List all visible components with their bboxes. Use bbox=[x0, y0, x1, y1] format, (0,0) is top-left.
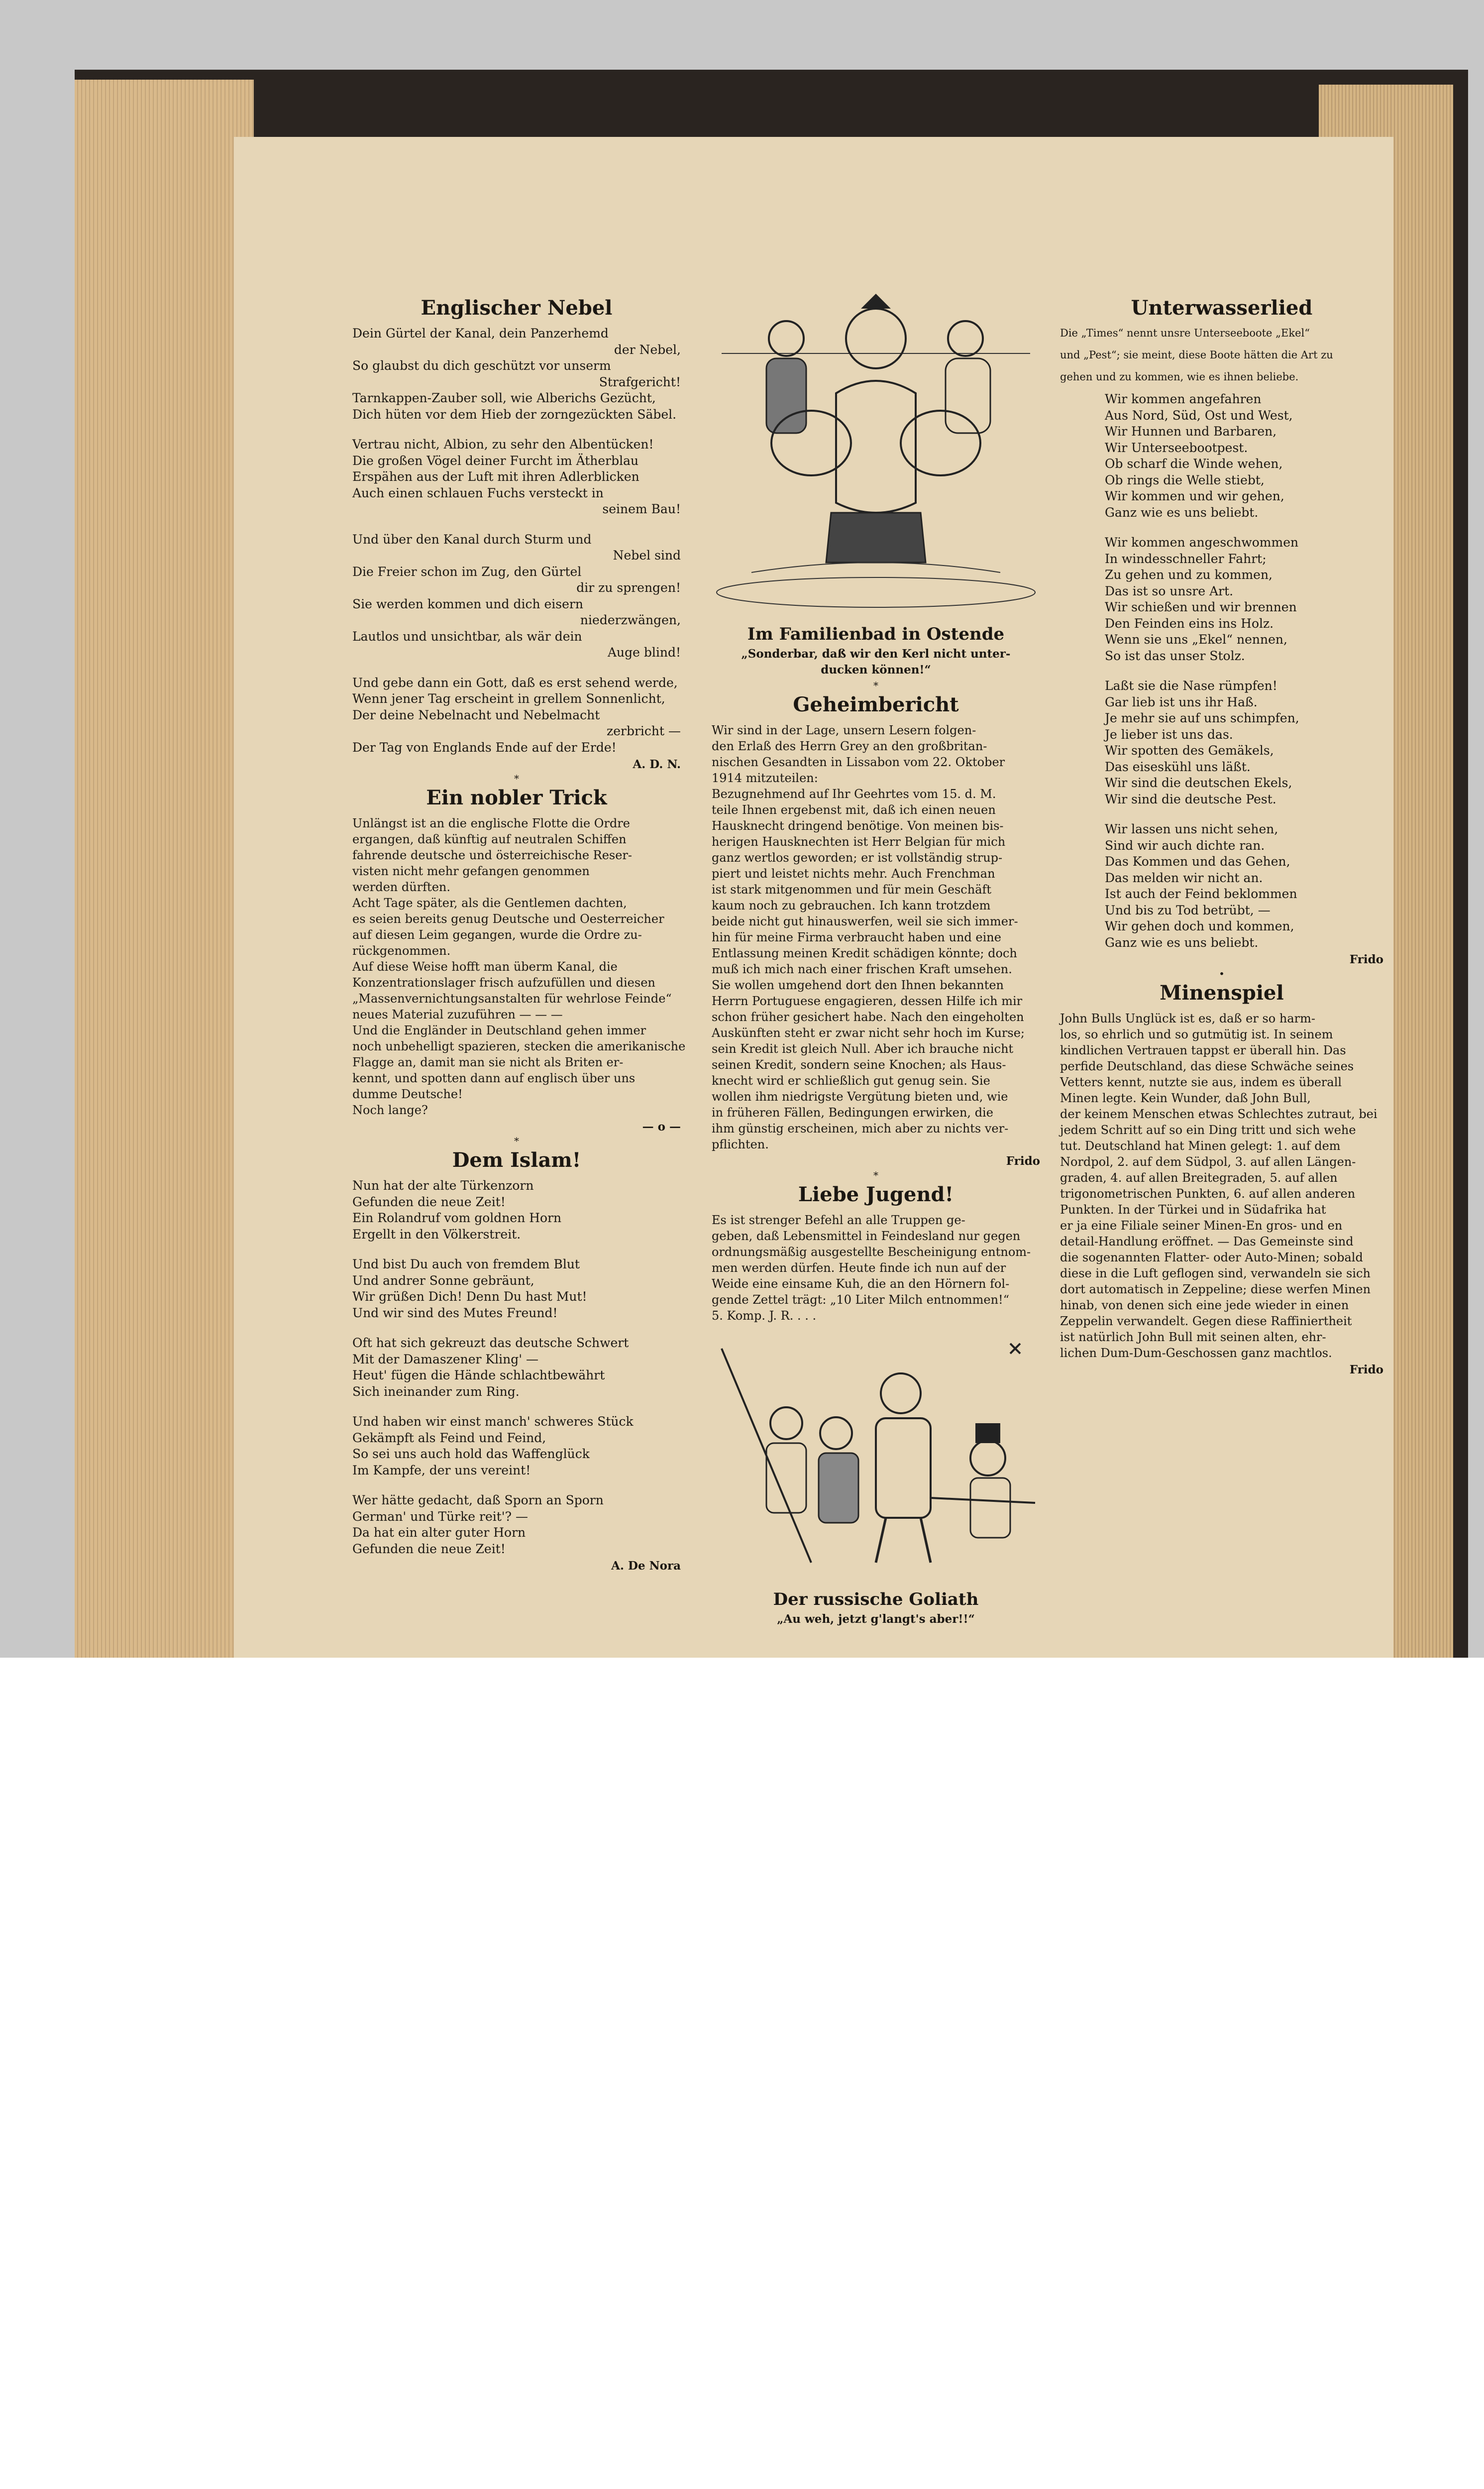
text-line: Auskünften steht er zwar nicht sehr hoch im Kurse; bbox=[712, 1026, 1025, 1040]
text-line: Wir sind die deutschen Ekels, bbox=[1105, 776, 1292, 790]
text-line: pflichten. bbox=[712, 1137, 769, 1151]
text-line: Aus Nord, Süd, Ost und West, bbox=[1105, 408, 1293, 423]
text-line: niederzwängen, bbox=[580, 613, 681, 627]
stanza-gap bbox=[352, 661, 681, 675]
text-line: In windesschneller Fahrt; bbox=[1105, 551, 1267, 566]
text-line: Ob rings die Welle stiebt, bbox=[1105, 472, 1265, 487]
text-line: Wir sind in der Lage, unsern Lesern folgen- bbox=[712, 723, 976, 737]
separator-star: * bbox=[873, 679, 878, 691]
text-line: er ja eine Filiale seiner Minen-En gros- und en bbox=[1060, 1219, 1343, 1233]
text-line: Zeppelin verwandelt. Gegen diese Raffiniertheit bbox=[1060, 1314, 1352, 1328]
separator-star: * bbox=[873, 1169, 878, 1181]
text-line: Auf diese Weise hofft man überm Kanal, die bbox=[352, 960, 618, 974]
column-middle bbox=[712, 294, 1040, 1627]
text-line: Ein Rolandruf vom goldnen Horn bbox=[352, 1211, 562, 1225]
text-line: dort automatisch in Zeppeline; diese werfen Minen bbox=[1060, 1282, 1371, 1296]
signature: A. D. N. bbox=[633, 758, 681, 771]
text-line: geben, daß Lebensmittel in Feindesland nur gegen bbox=[712, 1229, 1021, 1243]
stanza-gap bbox=[352, 1321, 681, 1335]
text-line: Den Feinden eins ins Holz. bbox=[1105, 616, 1274, 631]
text-line: Gar lieb ist uns ihr Haß. bbox=[1105, 694, 1258, 709]
poem-body bbox=[352, 1178, 681, 1557]
text-line: Das Kommen und das Gehen, bbox=[1105, 854, 1290, 869]
separator-star: * bbox=[514, 773, 519, 785]
text-line: seinen Kredit, sondern seine Knochen; als Haus- bbox=[712, 1058, 1006, 1072]
text-line: auf diesen Leim gegangen, wurde die Ordre zu- bbox=[352, 928, 642, 942]
signature: Frido bbox=[1349, 1363, 1383, 1376]
article-body bbox=[712, 1212, 1040, 1324]
text-line: den Erlaß des Herrn Grey an den großbritan- bbox=[712, 739, 987, 753]
text-line: Die großen Vögel deiner Furcht im Ätherblau bbox=[352, 453, 639, 468]
text-line: werden dürften. bbox=[352, 880, 450, 894]
text-line: Wir kommen und wir gehen, bbox=[1105, 489, 1284, 503]
signature: Frido bbox=[1349, 953, 1383, 966]
cartoon-goliath-illustration bbox=[712, 1324, 1040, 1583]
text-line: Konzentrationslager frisch aufzufüllen und diesen bbox=[352, 976, 655, 990]
subcaption-line: ducken können!“ bbox=[821, 663, 931, 677]
text-line: Lautlos und unsichtbar, als wär dein bbox=[352, 629, 582, 644]
text-line: es seien bereits genug Deutsche und Oesterreicher bbox=[352, 912, 664, 926]
separator-star: * bbox=[514, 1135, 519, 1147]
text-line: Mit der Damaszener Kling' — bbox=[352, 1352, 539, 1366]
text-line: der keinem Menschen etwas Schlechtes zutraut, bei bbox=[1060, 1107, 1378, 1121]
stanza-gap bbox=[1105, 807, 1383, 821]
text-line: nischen Gesandten in Lissabon vom 22. Oktober bbox=[712, 755, 1005, 769]
page-edges-left bbox=[75, 80, 254, 1658]
text-line: Strafgericht! bbox=[599, 374, 681, 389]
text-line: ihm günstig erscheinen, mich aber zu nichts ver- bbox=[712, 1122, 1009, 1135]
text-line: Herrn Portuguese engagieren, dessen Hilfe ich mir bbox=[712, 994, 1023, 1008]
text-line: Und andrer Sonne gebräunt, bbox=[352, 1273, 534, 1288]
text-line: Das ist so unsre Art. bbox=[1105, 583, 1234, 598]
text-line: Wir spotten des Gemäkels, bbox=[1105, 743, 1274, 758]
cartoon-bathers-illustration bbox=[712, 294, 1040, 617]
stanza-gap bbox=[1105, 664, 1383, 678]
text-line: herigen Hausknechten ist Herr Belgian für mich bbox=[712, 835, 1006, 849]
text-line: neues Material zuzuführen — — — bbox=[352, 1008, 563, 1021]
text-line: Ob scharf die Winde wehen, bbox=[1105, 456, 1283, 471]
text-line: Je lieber ist uns das. bbox=[1105, 727, 1233, 742]
text-line: ist stark mitgenommen und für mein Geschäft bbox=[712, 883, 992, 897]
text-line: Da hat ein alter guter Horn bbox=[352, 1525, 526, 1540]
text-line: Erspähen aus der Luft mit ihren Adlerblicken bbox=[352, 469, 639, 484]
text-line: Auge blind! bbox=[607, 645, 681, 660]
text-line: Wir Hunnen und Barbaren, bbox=[1105, 424, 1277, 439]
text-line: ordnungsmäßig ausgestellte Bescheinigung entnom- bbox=[712, 1245, 1031, 1259]
text-line: 1914 mitzuteilen: bbox=[712, 771, 818, 785]
footer-bar bbox=[0, 1658, 1484, 1981]
article-title: Ein nobler Trick bbox=[426, 786, 607, 809]
cartoon-caption: Der russische Goliath bbox=[773, 1589, 979, 1609]
intro-line: gehen und zu kommen, wie es ihnen beliebe. bbox=[1060, 371, 1299, 383]
text-line: detail-Handlung eröffnet. — Das Gemeinste sind bbox=[1060, 1235, 1354, 1248]
cartoon-subcaption bbox=[712, 646, 1040, 678]
text-line: Wenn jener Tag erscheint in grellem Sonnenlicht, bbox=[352, 691, 665, 706]
text-line: „Massenvernichtungsanstalten für wehrlose Feinde“ bbox=[352, 992, 672, 1006]
text-line: Es ist strenger Befehl an alle Truppen ge- bbox=[712, 1213, 965, 1227]
text-line: Minen legte. Kein Wunder, daß John Bull, bbox=[1060, 1091, 1311, 1105]
poem-title: Unterwasserlied bbox=[1131, 296, 1313, 320]
text-line: Laßt sie die Nase rümpfen! bbox=[1105, 679, 1277, 693]
text-line: Der Tag von Englands Ende auf der Erde! bbox=[352, 740, 617, 755]
text-line: Wir schießen und wir brennen bbox=[1105, 600, 1297, 614]
text-line: Hausknecht dringend benötige. Von meinen bis- bbox=[712, 819, 1004, 833]
text-line: Wir grüßen Dich! Denn Du hast Mut! bbox=[352, 1289, 587, 1304]
text-line: Zu gehen und zu kommen, bbox=[1105, 567, 1272, 582]
text-line: Unlängst ist an die englische Flotte die Ordre bbox=[352, 816, 630, 830]
text-line: ist natürlich John Bull mit seinen alten, ehr- bbox=[1060, 1330, 1326, 1344]
text-line: Weide eine einsame Kuh, die an den Hörnern fol- bbox=[712, 1277, 1010, 1291]
stanza-gap bbox=[352, 1400, 681, 1414]
stanza-gap bbox=[352, 423, 681, 437]
text-line: Und haben wir einst manch' schweres Stück bbox=[352, 1414, 634, 1429]
text-line: Ergellt in den Völkerstreit. bbox=[352, 1227, 521, 1242]
text-line: schon früher gesichert habe. Nach den eingeholten bbox=[712, 1010, 1024, 1024]
text-line: knecht wird er schließlich gut genug sein. Sie bbox=[712, 1074, 990, 1088]
text-line: jedem Schritt auf so ein Ding tritt und sich wehe bbox=[1060, 1123, 1356, 1137]
text-line: der Nebel, bbox=[614, 342, 681, 357]
text-line: Wir kommen angefahren bbox=[1105, 392, 1262, 406]
text-line: Sie werden kommen und dich eisern bbox=[352, 596, 583, 611]
article-body bbox=[352, 815, 686, 1118]
text-line: Wir Unterseebootpest. bbox=[1105, 440, 1248, 455]
article-title: Liebe Jugend! bbox=[798, 1183, 954, 1206]
article-body bbox=[1060, 1011, 1383, 1361]
text-line: perfide Deutschland, das diese Schwäche seines bbox=[1060, 1059, 1354, 1073]
text-line: hinab, von denen sich eine jede wieder in einen bbox=[1060, 1298, 1349, 1312]
stanza-gap bbox=[352, 1478, 681, 1492]
text-line: Punkten. In der Türkei und in Südafrika hat bbox=[1060, 1203, 1326, 1217]
text-line: kaum noch zu gebrauchen. Ich kann trotzdem bbox=[712, 899, 991, 912]
text-line: trigonometrischen Punkten, 6. auf allen anderen bbox=[1060, 1187, 1356, 1201]
text-line: Nun hat der alte Türkenzorn bbox=[352, 1178, 534, 1193]
text-line: fahrende deutsche und österreichische Reser- bbox=[352, 848, 633, 862]
article-title: Minenspiel bbox=[1160, 981, 1284, 1005]
text-line: graden, 4. auf allen Breitegraden, 5. auf allen bbox=[1060, 1171, 1338, 1185]
signature: A. De Nora bbox=[611, 1559, 681, 1573]
text-line: los, so ehrlich und so gutmütig ist. In seinem bbox=[1060, 1027, 1333, 1041]
text-line: Oft hat sich gekreuzt das deutsche Schwert bbox=[352, 1336, 629, 1350]
text-line: Wenn sie uns „Ekel“ nennen, bbox=[1105, 632, 1287, 647]
text-line: Ist auch der Feind beklommen bbox=[1105, 887, 1297, 901]
text-line: Dein Gürtel der Kanal, dein Panzerhemd bbox=[352, 326, 609, 340]
text-line: kindlichen Vertrauen tappst er überall hin. Das bbox=[1060, 1043, 1346, 1057]
text-line: Wir sind die deutsche Pest. bbox=[1105, 792, 1276, 806]
poem-title: Dem Islam! bbox=[452, 1148, 581, 1172]
poem-title: Englischer Nebel bbox=[421, 296, 613, 320]
text-line: noch unbehelligt spazieren, stecken die amerikanische bbox=[352, 1039, 686, 1053]
text-line: zerbricht — bbox=[607, 724, 681, 738]
separator-dot: • bbox=[1219, 968, 1225, 980]
cartoon-caption: Im Familienbad in Ostende bbox=[747, 624, 1005, 644]
text-line: 5. Komp. J. R. . . . bbox=[712, 1309, 817, 1323]
text-line: lichen Dum-Dum-Geschossen ganz machtlos. bbox=[1060, 1346, 1332, 1360]
text-line: Der deine Nebelnacht und Nebelmacht bbox=[352, 707, 600, 722]
text-line: in früheren Fällen, Bedingungen erwirken, die bbox=[712, 1106, 993, 1120]
subcaption-line: „Au weh, jetzt g'langt's aber!!“ bbox=[777, 1612, 975, 1626]
text-line: Wir kommen angeschwommen bbox=[1105, 535, 1299, 550]
text-line: teile Ihnen ergebenst mit, daß ich einen neuen bbox=[712, 803, 996, 817]
text-line: Nordpol, 2. auf dem Südpol, 3. auf allen Längen- bbox=[1060, 1155, 1356, 1169]
text-line: German' und Türke reit'? — bbox=[352, 1509, 529, 1524]
text-line: Und bis zu Tod betrübt, — bbox=[1105, 903, 1271, 917]
text-line: dir zu sprengen! bbox=[576, 580, 681, 595]
text-line: Auch einen schlauen Fuchs versteckt in bbox=[352, 485, 604, 500]
text-line: Sie wollen umgehend dort den Ihnen bekannten bbox=[712, 978, 1004, 992]
text-line: Nebel sind bbox=[613, 548, 681, 563]
text-line: men werden dürfen. Heute finde ich nun auf der bbox=[712, 1261, 1006, 1275]
text-line: John Bulls Unglück ist es, daß er so harm- bbox=[1060, 1012, 1315, 1025]
text-line: seinem Bau! bbox=[602, 502, 681, 516]
text-line: Gekämpft als Feind und Feind, bbox=[352, 1430, 546, 1445]
cartoon-subcaption bbox=[712, 1611, 1040, 1627]
text-line: Bezugnehmend auf Ihr Geehrtes vom 15. d. M. bbox=[712, 787, 996, 801]
text-line: Die Freier schon im Zug, den Gürtel bbox=[352, 564, 582, 579]
text-line: So glaubst du dich geschützt vor unserm bbox=[352, 358, 611, 373]
article-body bbox=[712, 722, 1040, 1152]
text-line: Sind wir auch dichte ran. bbox=[1105, 838, 1265, 853]
text-line: Ganz wie es uns beliebt. bbox=[1105, 505, 1259, 520]
text-line: Das eiseskühl uns läßt. bbox=[1105, 759, 1251, 774]
text-line: Wir lassen uns nicht sehen, bbox=[1105, 822, 1278, 836]
text-line: die sogenannten Flatter- oder Auto-Minen; sobald bbox=[1060, 1250, 1363, 1264]
text-line: Ganz wie es uns beliebt. bbox=[1105, 935, 1259, 950]
text-line: Und die Engländer in Deutschland gehen immer bbox=[352, 1023, 646, 1037]
text-line: Noch lange? bbox=[352, 1103, 428, 1117]
text-line: Und bist Du auch von fremdem Blut bbox=[352, 1257, 580, 1271]
text-line: So sei uns auch hold das Waffenglück bbox=[352, 1447, 590, 1461]
poem-intro bbox=[1060, 326, 1383, 384]
text-line: Sich ineinander zum Ring. bbox=[352, 1384, 520, 1399]
text-line: Im Kampfe, der uns vereint! bbox=[352, 1463, 531, 1477]
text-line: Gefunden die neue Zeit! bbox=[352, 1541, 506, 1556]
text-line: Das melden wir nicht an. bbox=[1105, 870, 1263, 885]
text-line: Wer hätte gedacht, daß Sporn an Sporn bbox=[352, 1493, 604, 1507]
signature: — o — bbox=[642, 1120, 681, 1133]
text-line: Je mehr sie auf uns schimpfen, bbox=[1105, 711, 1299, 725]
text-line: dumme Deutsche! bbox=[352, 1087, 463, 1101]
text-line: So ist das unser Stolz. bbox=[1105, 648, 1245, 663]
text-line: ganz wertlos geworden; er ist vollständig strup- bbox=[712, 851, 1003, 865]
column-right bbox=[1060, 296, 1383, 1376]
poem-body bbox=[352, 326, 681, 756]
text-line: wollen ihm niedrigste Vergütung bieten und, wie bbox=[712, 1090, 1008, 1104]
intro-line: Die „Times“ nennt unsre Unterseeboote „Ekel“ bbox=[1060, 327, 1310, 339]
text-line: Und über den Kanal durch Sturm und bbox=[352, 532, 592, 547]
text-line: diese in die Luft geflogen sind, verwandeln sie sich bbox=[1060, 1266, 1371, 1280]
text-line: Wir gehen doch und kommen, bbox=[1105, 919, 1294, 933]
text-line: gende Zettel trägt: „10 Liter Milch entnommen!“ bbox=[712, 1293, 1009, 1307]
stanza-gap bbox=[352, 518, 681, 532]
text-line: muß ich mich nach einer frischen Kraft umsehen. bbox=[712, 962, 1012, 976]
text-line: beide nicht gut hinauswerfen, weil sie sich immer- bbox=[712, 914, 1018, 928]
text-line: Vetters kennt, nutzte sie aus, indem es überall bbox=[1060, 1075, 1342, 1089]
text-line: hin für meine Firma verbraucht haben und eine bbox=[712, 930, 1001, 944]
text-line: Dich hüten vor dem Hieb der zorngezückten Säbel. bbox=[352, 407, 677, 422]
text-line: tut. Deutschland hat Minen gelegt: 1. auf dem bbox=[1060, 1139, 1341, 1153]
text-line: Acht Tage später, als die Gentlemen dachten, bbox=[352, 896, 627, 910]
text-line: Und gebe dann ein Gott, daß es erst sehend werde, bbox=[352, 675, 678, 690]
signature: Frido bbox=[1006, 1154, 1040, 1168]
text-line: sein Kredit ist gleich Null. Aber ich brauche nicht bbox=[712, 1042, 1014, 1056]
text-line: visten nicht mehr gefangen genommen bbox=[352, 864, 590, 878]
column-left bbox=[352, 296, 686, 1573]
text-line: ergangen, daß künftig auf neutralen Schiffen bbox=[352, 832, 627, 846]
text-line: Tarnkappen-Zauber soll, wie Alberichs Gezücht, bbox=[352, 391, 656, 405]
text-line: Heut' fügen die Hände schlachtbewährt bbox=[352, 1368, 605, 1382]
text-line: Gefunden die neue Zeit! bbox=[352, 1194, 506, 1209]
text-line: Und wir sind des Mutes Freund! bbox=[352, 1305, 558, 1320]
text-line: Entlassung meinen Kredit schädigen könnte; doch bbox=[712, 946, 1017, 960]
poem-body bbox=[1060, 391, 1383, 951]
stanza-gap bbox=[352, 1243, 681, 1256]
stanza-gap bbox=[1105, 521, 1383, 535]
intro-line: und „Pest“; sie meint, diese Boote hätten die Art zu bbox=[1060, 349, 1333, 361]
article-title: Geheimbericht bbox=[793, 693, 959, 716]
text-line: kennt, und spotten dann auf englisch über uns bbox=[352, 1071, 636, 1085]
text-line: piert und leistet nichts mehr. Auch Frenchman bbox=[712, 867, 995, 881]
text-line: Flagge an, damit man sie nicht als Briten er- bbox=[352, 1055, 624, 1069]
text-line: rückgenommen. bbox=[352, 944, 451, 958]
subcaption-line: „Sonderbar, daß wir den Kerl nicht unter- bbox=[741, 647, 1011, 661]
text-line: Vertrau nicht, Albion, zu sehr den Albentücken! bbox=[352, 437, 654, 452]
